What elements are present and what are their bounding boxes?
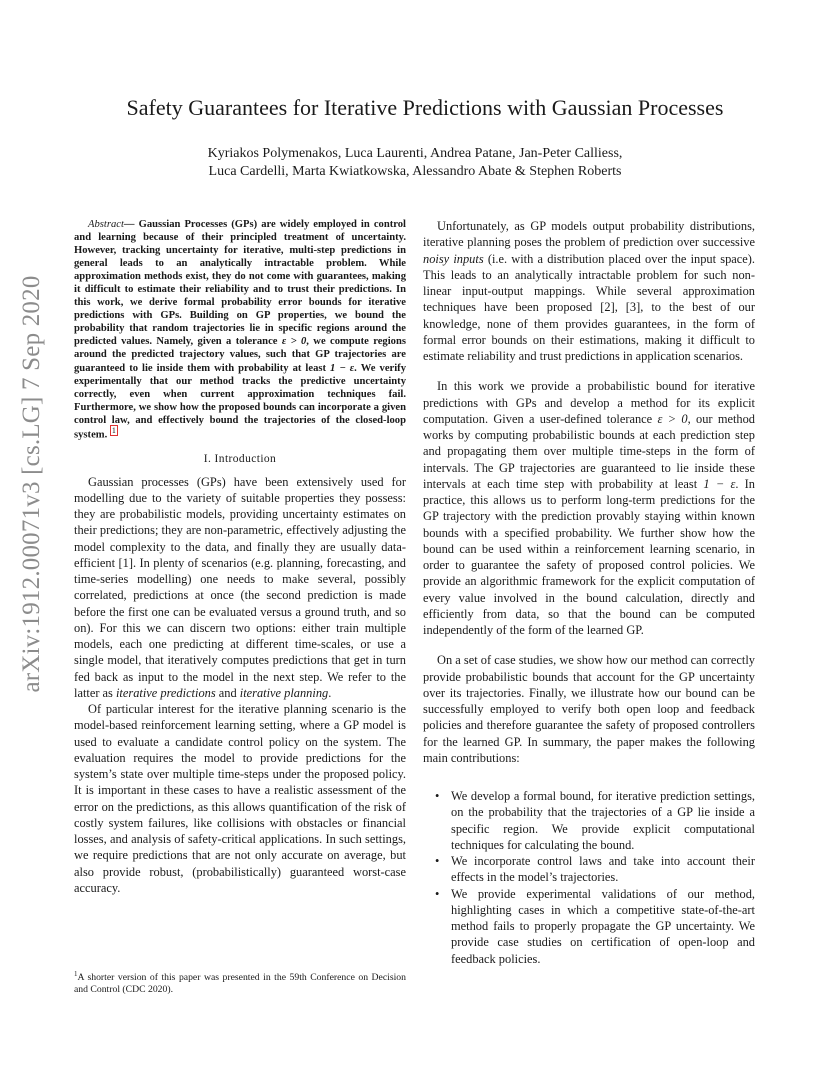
author-list xyxy=(150,145,680,181)
footnote-mark: 1 xyxy=(74,970,78,978)
footnote xyxy=(74,968,406,996)
intro-p1-text-c: . xyxy=(328,685,332,700)
right-p2-text-b: , our method works by computing probabilistic bounds at each prediction step and propagating them over multiple time-steps in the form of intervals. The GP trajectories are guaranteed to lie inside these intervals at each time step with probability at least xyxy=(423,411,755,491)
intro-p1-text-a: Gaussian processes (GPs) have been extensively used for modelling due to the variety of suitable properties they possess: they are probabilistic models, providing uncertainty estimates on their predictions; they are non-parametric, effectively adjusting the model complexity to the data, and finally they are usually data-efficient [1]. In plenty of scenarios (e.g. planning, forecasting, and time-series modelling) one needs to make several, possibly correlated, predictions at once (the second prediction is made before the first one can be evaluated versus a ground truth, and so on). For this we can discern two options: either train multiple models, each one predicting at different time-scales, or use a single model, that iteratively computes predictions that get in turn fed back as input to the model in the next step. We refer to the latter as xyxy=(74,474,406,700)
abstract-math-one-minus-eps: 1 − ε xyxy=(330,362,355,374)
contribution-text: We incorporate control laws and take into account their effects in the model’s trajectories. xyxy=(451,854,755,885)
right-p2-math-eps: ε > 0 xyxy=(657,411,688,426)
intro-paragraph-2: Of particular interest for the iterative planning scenario is the model-based reinforcement learning setting, where a GP model is used to evaluate a candidate control policy on the system. The evaluation requires the model to provide predictions for the system’s state over multiple time-steps under the proposed policy. It is important in these cases to have a realistic assessment of the error on the predictions, as this allows quantification of the risk of costly system failures, like collisions with obstacles or financial losses, and analysis of safety-critical applications. In such settings, we require predictions that are not only accurate on average, but also provide robust, (probabilistically) guaranteed worst-case accuracy. xyxy=(74,702,406,895)
left-column xyxy=(74,218,406,896)
contribution-item xyxy=(423,853,755,886)
right-p1-text-b: (i.e. with a distribution placed over the input space). This leads to an analytically intractable problem for such non-linear input-output mappings. While several approximation techniques have been proposed [2], [3], to the best of our knowledge, none of them provides guarantees, in the form of formal error bounds on their estimations, making it difficult to estimate reliability and trust predictions in application scenarios. xyxy=(423,251,755,363)
right-p1-em: noisy inputs xyxy=(423,251,484,266)
footnote-text: A shorter version of this paper was presented in the 59th Conference on Decision and Control (CDC 2020). xyxy=(74,972,406,996)
paper-title: Safety Guarantees for Iterative Predictions with Gaussian Processes xyxy=(126,95,724,120)
arxiv-identifier: arXiv:1912.00071v3 [cs.LG] 7 Sep 2020 xyxy=(18,275,45,693)
contribution-item xyxy=(423,788,755,853)
intro-p1-em-2: iterative planning xyxy=(239,685,329,700)
abstract-dash: — xyxy=(123,219,139,230)
right-p2-text-a: In this work we provide a probabilistic bound for iterative predictions with GPs and develop a method for its explicit computation. Given a user-defined tolerance xyxy=(423,379,755,426)
contributions-list xyxy=(423,788,755,967)
arxiv-stamp xyxy=(10,275,54,693)
abstract-text-c: . We verify experimentally that our method tracks the predictive uncertainty correctly, even when current approximation techniques fail. Furthermore, we show how the proposed bounds can incorporate a given control law, and effectively bound the trajectories of the closed-loop system. xyxy=(74,362,406,441)
contribution-text: We provide experimental validations of our method, highlighting cases in which a competitive state-of-the-art method fails to properly propagate the GP uncertainty. We provide case studies on certification of open-loop and feedback policies. xyxy=(451,886,755,966)
bullet-icon: • xyxy=(435,854,440,868)
author-line-1: Kyriakos Polymenakos, Luca Laurenti, Andrea Patane, Jan-Peter Calliess, xyxy=(207,146,623,161)
intro-p1-text-b: and xyxy=(215,685,240,700)
abstract-label: Abstract xyxy=(88,219,124,230)
author-line-2: Luca Cardelli, Marta Kwiatkowska, Alessandro Abate & Stephen Roberts xyxy=(208,164,622,179)
abstract-math-eps: ε > 0 xyxy=(281,336,307,348)
abstract-text-a: Gaussian Processes (GPs) are widely employed in control and learning because of their principled treatment of uncertainty. However, tracking uncertainty for iterative, multi-step predictions in general leads to an analytically intractable problem. While approximation methods exist, they do not come with guarantees, making it difficult to estimate their reliability and to trust their predictions. In this work, we derive formal probability error bounds for iterative predictions with GPs. Building on GP properties, we bound the probability that random trajectories lie in specific regions around the predicted values. Namely, given a tolerance xyxy=(74,219,406,348)
bullet-icon: • xyxy=(435,789,440,803)
section-heading-introduction: I. Introduction xyxy=(203,453,277,466)
right-p2-math-one-minus-eps: 1 − ε xyxy=(703,476,736,491)
abstract-text-b: , we compute regions around the predicted trajectory values, such that GP trajectories are guaranteed to lie inside them with probability at least xyxy=(74,336,406,374)
right-p2-text-c: . In practice, this allows us to perform long-term predictions for the GP trajectory with the prediction provably staying within known bounds with a specified probability. We further show how the bound can be used within a reinforcement learning scenario, in order to guarantee the safety of proposed control policies. We provide an algorithmic framework for the explicit computation of every value involved in the bound calculation, directly and efficiently from data, so that the bound can be computed independently of the form of the learned GP. xyxy=(423,476,755,637)
right-column xyxy=(423,218,755,967)
right-p1-text-a: Unfortunately, as GP models output probability distributions, iterative planning poses the problem of prediction over successive xyxy=(423,219,755,250)
contribution-text: We develop a formal bound, for iterative prediction settings, on the probability that the trajectories of a GP lie inside a specific region. We provide explicit computational techniques for calculating the bound. xyxy=(451,789,755,852)
intro-paragraph-1 xyxy=(74,474,406,702)
right-paragraph-3: On a set of case studies, we show how our method can correctly provide probabilistic bounds that account for the GP uncertainty over its trajectories. Finally, we illustrate how our bound can be successfully employed to verify both open loop and feedback policies and therefore guarantee the safety of proposed controllers for the learned GP. In summary, the paper makes the following main contributions: xyxy=(423,653,755,765)
bullet-icon: • xyxy=(435,886,440,901)
right-paragraph-1 xyxy=(423,218,755,364)
contribution-item xyxy=(423,886,755,967)
footnote-reference-link[interactable]: 1 xyxy=(111,425,116,435)
abstract xyxy=(74,218,406,441)
right-paragraph-2 xyxy=(423,378,755,638)
intro-p1-em-1: iterative predictions xyxy=(115,685,216,700)
